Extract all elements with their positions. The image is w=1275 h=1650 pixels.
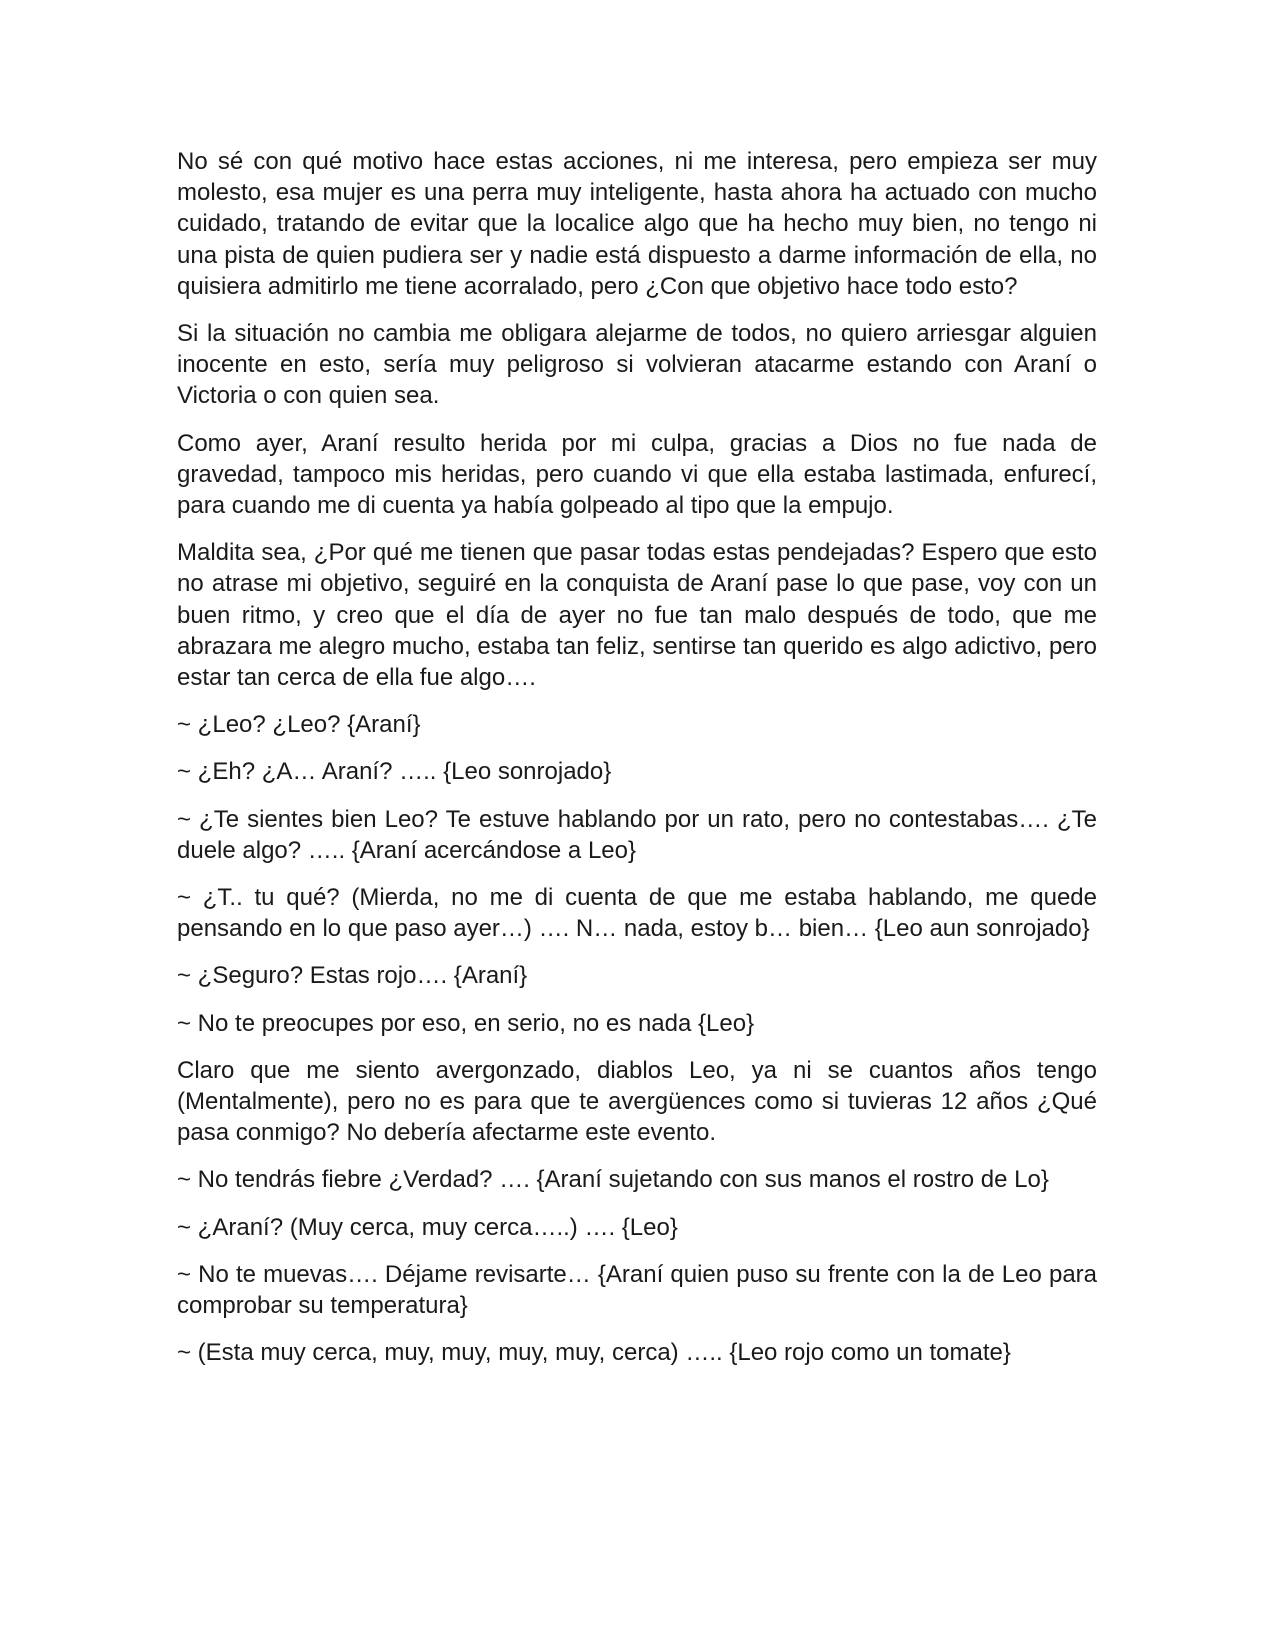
dialogue-line: ~ ¿Leo? ¿Leo? {Araní} <box>177 711 421 739</box>
body-text <box>177 146 1097 1385</box>
paragraph: Como ayer, Araní resulto herida por mi culpa, gracias a Dios no fue nada de gravedad, tampoco mis heridas, pero cuando vi que ella estaba lastimada, enfurecí, para cuando me di cuenta ya había golpeado al tipo que la empujo. <box>177 429 1097 520</box>
dialogue-line: ~ ¿Te sientes bien Leo? Te estuve hablando por un rato, pero no contestabas…. ¿Te duele algo? ….. {Araní acercándose a Leo} <box>177 805 1097 864</box>
dialogue-line: ~ No te preocupes por eso, en serio, no es nada {Leo} <box>177 1009 755 1037</box>
dialogue-line: ~ ¿Eh? ¿A… Araní? ….. {Leo sonrojado} <box>177 758 612 786</box>
paragraph: Si la situación no cambia me obligara alejarme de todos, no quiero arriesgar alguien inocente en esto, sería muy peligroso si volvieran atacarme estando con Araní o Victoria o con quien sea. <box>177 320 1097 410</box>
dialogue-line: ~ No te muevas…. Déjame revisarte… {Araní quien puso su frente con la de Leo para comprobar su temperatura} <box>177 1260 1097 1320</box>
dialogue-line: ~ ¿Araní? (Muy cerca, muy cerca…..) …. {Leo} <box>177 1213 678 1241</box>
dialogue-line: ~ ¿T.. tu qué? (Mierda, no me di cuenta de que me estaba hablando, me quede pensando en lo que paso ayer…) …. N… nada, estoy b… bien… {Leo aun sonrojado} <box>177 884 1097 943</box>
paragraph: Claro que me siento avergonzado, diablos Leo, ya ni se cuantos años tengo (Mentalmente), pero no es para que te avergüences como si tuvieras 12 años ¿Qué pasa conmigo? No debería afectarme este evento. <box>177 1056 1097 1147</box>
dialogue-line: ~ No tendrás fiebre ¿Verdad? …. {Araní sujetando con sus manos el rostro de Lo} <box>177 1166 1049 1194</box>
dialogue-line: ~ ¿Seguro? Estas rojo…. {Araní} <box>177 962 528 990</box>
dialogue-line: ~ (Esta muy cerca, muy, muy, muy, muy, cerca) ….. {Leo rojo como un tomate} <box>177 1339 1011 1367</box>
paragraph: No sé con qué motivo hace estas acciones, ni me interesa, pero empieza ser muy molesto, esa mujer es una perra muy inteligente, hasta ahora ha actuado con mucho cuidado, tratando de evitar que la localice algo que ha hecho muy bien, no tengo ni una pista de quien pudiera ser y nadie está dispuesto a darme información de ella, no quisiera admitirlo me tiene acorralado, pero ¿Con que objetivo hace todo esto? <box>177 148 1097 300</box>
paragraph: Maldita sea, ¿Por qué me tienen que pasar todas estas pendejadas? Espero que esto no atrase mi objetivo, seguiré en la conquista de Araní pase lo que pase, voy con un buen ritmo, y creo que el día de ayer no fue tan malo después de todo, que me abrazara me alegro mucho, estaba tan feliz, sentirse tan querido es algo adictivo, pero estar tan cerca de ella fue algo…. <box>177 539 1097 692</box>
